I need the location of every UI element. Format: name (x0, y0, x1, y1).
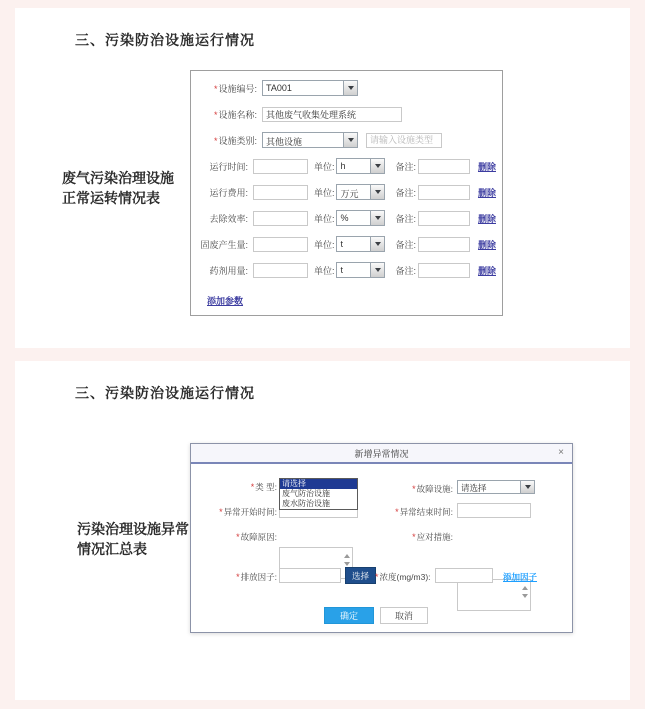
delete-link[interactable]: 删除 (477, 239, 496, 250)
facility-no-value: TA001 (266, 83, 292, 93)
chevron-down-icon (343, 133, 357, 147)
required-marker: * (236, 572, 240, 582)
unit-select[interactable]: 万元 (336, 184, 385, 200)
facility-name-label: *设施名称: (213, 109, 257, 120)
param-row-solidwaste (199, 236, 496, 252)
note-input[interactable] (418, 263, 470, 278)
unit-label: 单位: (313, 161, 335, 172)
param-value-input[interactable] (253, 237, 308, 252)
unit-select[interactable]: h (336, 158, 385, 174)
delete-link[interactable]: 删除 (477, 265, 496, 276)
unit-label: 单位: (313, 265, 335, 276)
dialog-title: 新增异常情况 (354, 448, 409, 459)
note-input[interactable] (418, 211, 470, 226)
facility-no-select[interactable] (262, 80, 358, 96)
unit-label: 单位: (313, 239, 335, 250)
delete-link[interactable]: 删除 (477, 213, 496, 224)
add-param-link[interactable]: 添加参数 (207, 296, 244, 306)
chevron-down-icon (343, 81, 357, 95)
param-value-input[interactable] (253, 185, 308, 200)
unit-label: 单位: (313, 213, 335, 224)
chevron-down-icon (370, 159, 384, 173)
countermeasure-label: *应对措施: (412, 532, 453, 542)
required-marker: * (213, 135, 218, 146)
dropdown-option[interactable]: 废气防治设施 (282, 489, 330, 498)
confirm-button[interactable]: 确定 (324, 607, 374, 624)
emission-factor-input[interactable] (279, 568, 341, 583)
dialog-header (191, 444, 572, 464)
facility-no-row (199, 80, 496, 96)
end-time-label: *异常结束时间: (395, 507, 453, 517)
note-label: 备注: (395, 161, 416, 172)
normal-operation-form (190, 70, 503, 316)
facility-no-label: *设施编号: (213, 83, 257, 94)
chevron-down-icon (370, 263, 384, 277)
unit-select[interactable]: t (336, 236, 385, 252)
param-value-input[interactable] (253, 159, 308, 174)
concentration-label: *浓度(mg/m3): (375, 572, 431, 582)
param-label: 药剂用量: (209, 265, 248, 276)
side-label-line: 污染治理设施异常 (77, 523, 189, 538)
required-marker: * (412, 532, 416, 542)
required-marker: * (236, 532, 240, 542)
countermeasure-textarea[interactable] (457, 579, 531, 611)
section-title: 三、污染防治设施运行情况 (75, 387, 255, 402)
note-input[interactable] (418, 237, 470, 252)
param-row-cost (199, 184, 496, 200)
required-marker: * (213, 109, 218, 120)
param-row-chemical (199, 262, 496, 278)
unit-select[interactable]: % (336, 210, 385, 226)
side-label-line: 废气污染治理设施 (62, 172, 174, 187)
facility-type-row (199, 132, 496, 148)
chevron-down-icon (370, 211, 384, 225)
emission-factor-label: *排放因子: (236, 572, 277, 582)
fault-facility-select[interactable]: 请选择 (457, 480, 535, 494)
param-value-input[interactable] (253, 263, 308, 278)
unit-select[interactable]: t (336, 262, 385, 278)
facility-name-input[interactable] (262, 107, 402, 122)
required-marker: * (250, 482, 255, 492)
note-label: 备注: (395, 239, 416, 250)
add-factor-link[interactable]: 添加因子 (503, 572, 538, 582)
end-time-input[interactable] (457, 503, 531, 518)
delete-link[interactable]: 删除 (477, 161, 496, 172)
note-label: 备注: (395, 265, 416, 276)
param-value-input[interactable] (253, 211, 308, 226)
facility-name-row (199, 106, 496, 122)
param-row-runtime (199, 158, 496, 174)
note-input[interactable] (418, 185, 470, 200)
chevron-down-icon (370, 185, 384, 199)
type-label: *类 型: (250, 482, 277, 492)
fault-facility-label: *故障设施: (412, 484, 453, 494)
concentration-input[interactable] (435, 568, 493, 583)
add-param-row (199, 291, 496, 309)
table-side-label (62, 170, 197, 211)
note-label: 备注: (395, 213, 416, 224)
facility-type-value: 其他设施 (266, 137, 303, 147)
facility-type-extra-input[interactable] (366, 133, 442, 148)
scroll-arrows-icon (522, 583, 528, 601)
add-abnormal-dialog (190, 443, 573, 633)
note-input[interactable] (418, 159, 470, 174)
required-marker: * (213, 83, 218, 94)
panel-abnormal-summary (15, 361, 630, 700)
chevron-down-icon (520, 481, 534, 493)
start-time-label: *异常开始时间: (219, 507, 277, 517)
fault-reason-label: *故障原因: (236, 532, 277, 542)
cancel-button[interactable]: 取消 (380, 607, 428, 624)
side-label-line: 正常运转情况表 (62, 192, 160, 208)
delete-link[interactable]: 删除 (477, 187, 496, 198)
dropdown-option[interactable]: 废水防治设施 (282, 499, 330, 508)
required-marker: * (375, 572, 379, 582)
param-row-removal (199, 210, 496, 226)
required-marker: * (219, 507, 223, 517)
dropdown-option[interactable]: 请选择 (280, 479, 357, 489)
type-dropdown-list (279, 478, 358, 510)
choose-factor-button[interactable]: 选择 (345, 567, 376, 584)
facility-type-select[interactable] (262, 132, 358, 148)
param-label: 运行费用: (209, 187, 248, 198)
param-label: 去除效率: (209, 213, 248, 224)
unit-label: 单位: (313, 187, 335, 198)
side-label-line: 情况汇总表 (77, 543, 147, 559)
note-label: 备注: (395, 187, 416, 198)
required-marker: * (395, 507, 399, 517)
facility-type-label: *设施类别: (213, 135, 257, 146)
chevron-down-icon (370, 237, 384, 251)
section-title: 三、污染防治设施运行情况 (75, 34, 255, 49)
required-marker: * (412, 484, 416, 494)
param-label: 运行时间: (209, 161, 248, 172)
panel-normal-operation (15, 8, 630, 348)
param-label: 固废产生量: (200, 239, 248, 250)
close-icon[interactable]: × (558, 447, 564, 458)
